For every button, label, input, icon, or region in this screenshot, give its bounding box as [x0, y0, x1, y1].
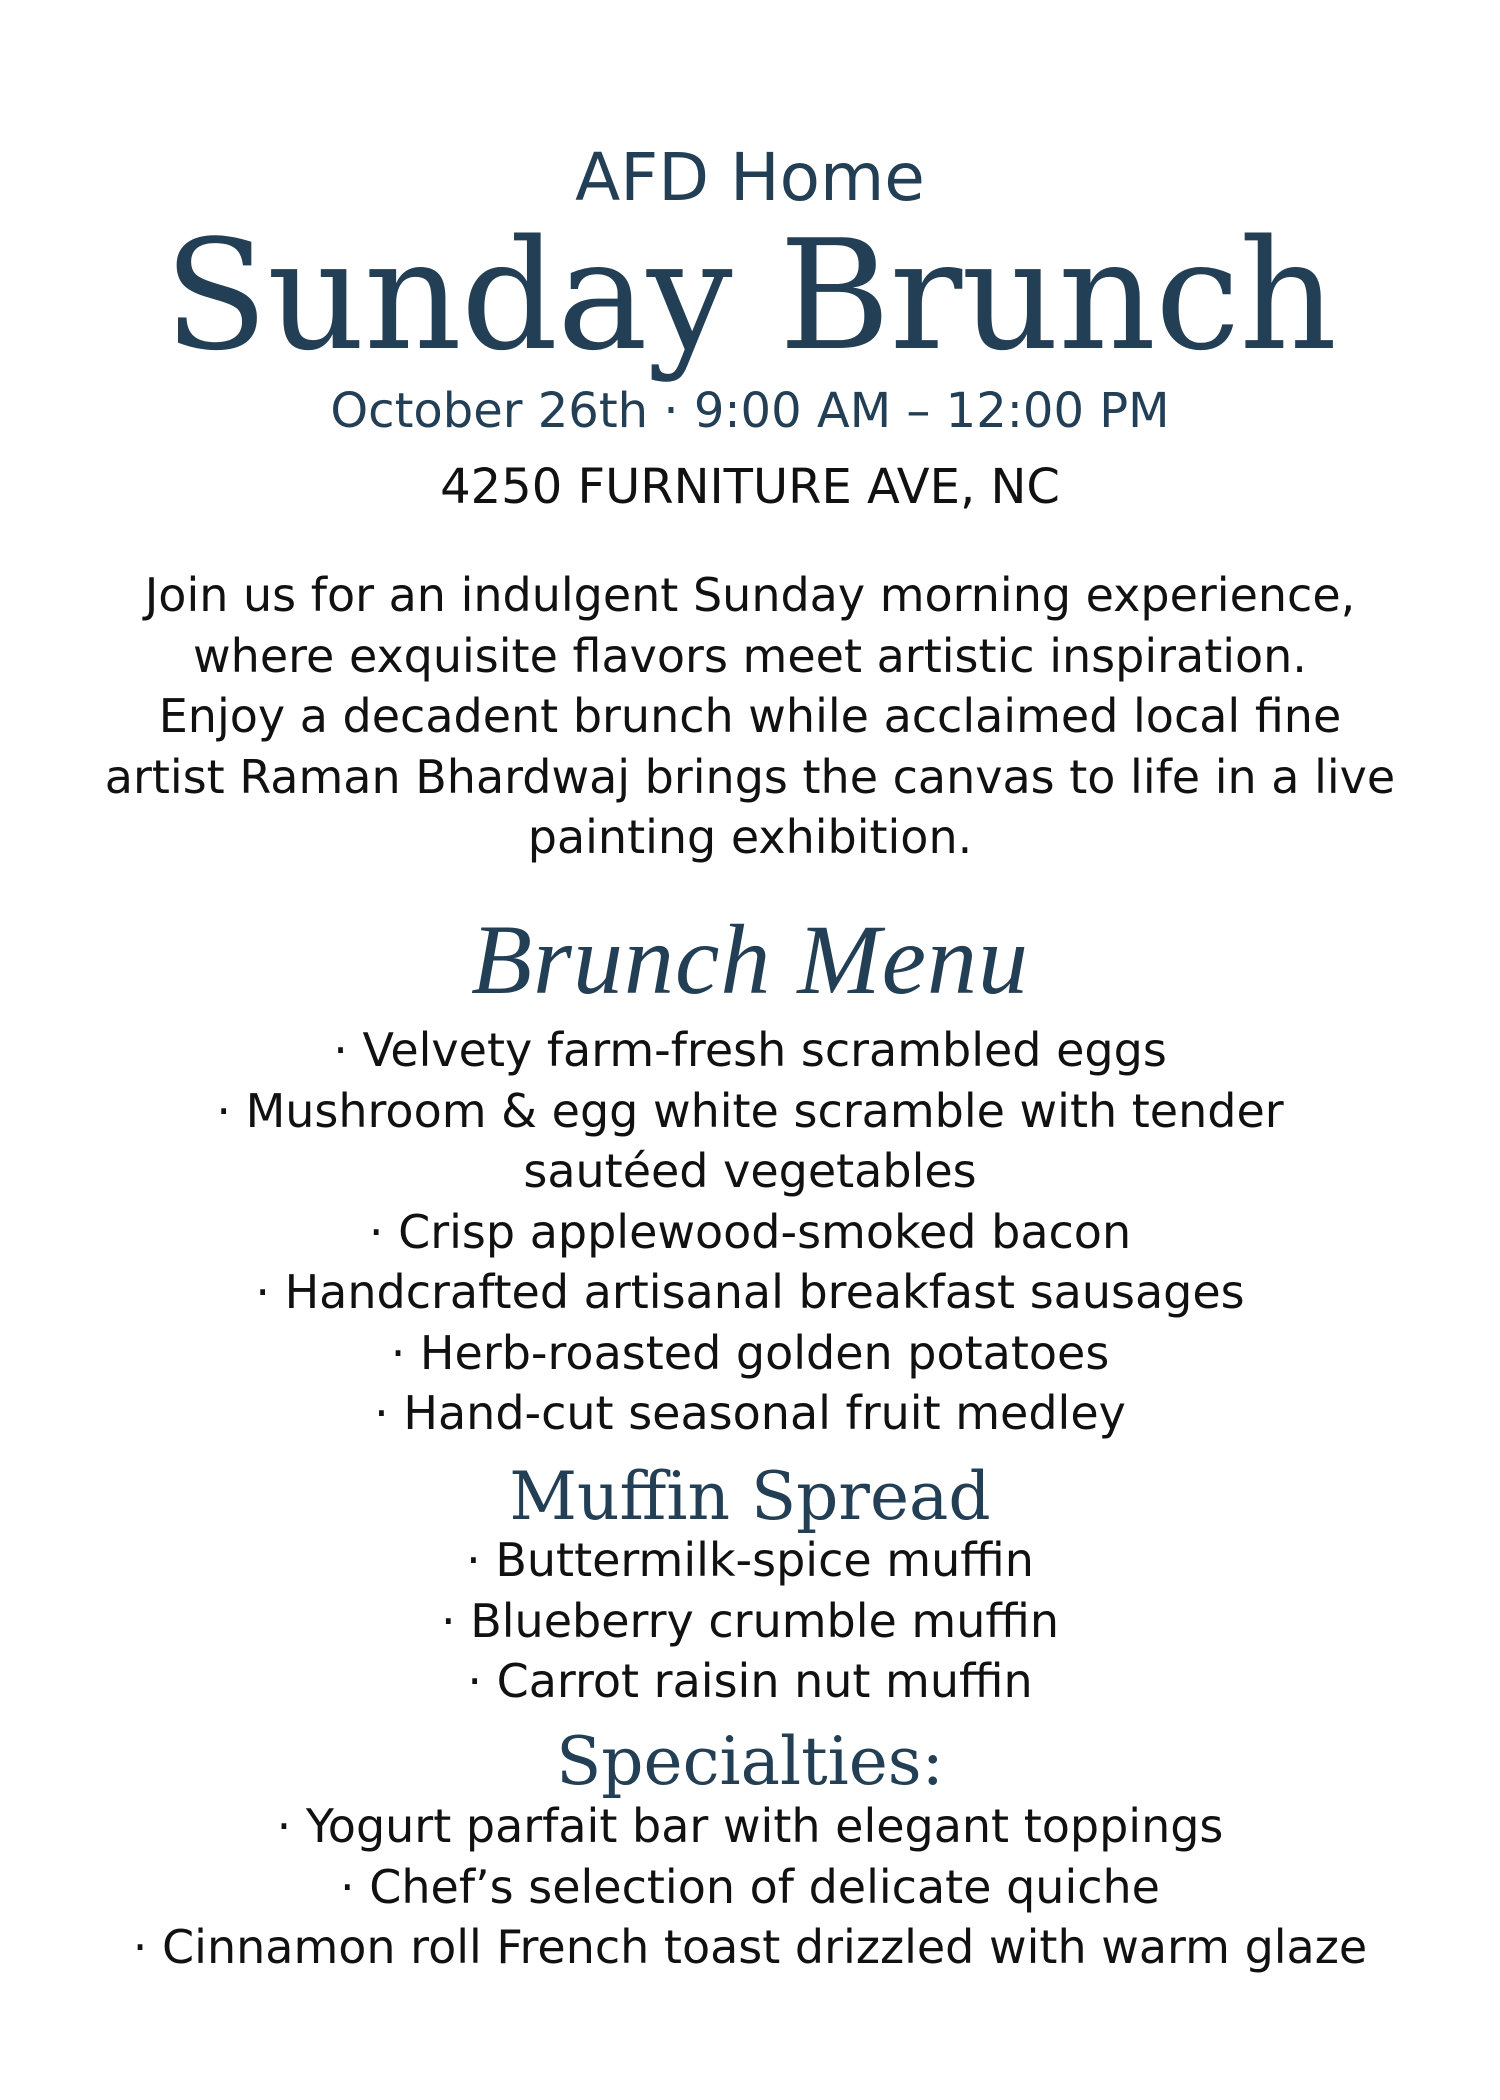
list-item: · Yogurt parfait bar with elegant toppings: [276, 1799, 1224, 1853]
list-item: · Buttermilk-spice muffin: [466, 1533, 1034, 1587]
list-item: · Crisp applewood-smoked bacon: [368, 1204, 1132, 1259]
intro-paragraph: [0, 565, 1500, 868]
specialties-title: Specialties:: [556, 1723, 944, 1800]
intro-line: Enjoy a decadent brunch while acclaimed local fine: [158, 689, 1342, 743]
event-title: Sunday Brunch: [163, 207, 1337, 384]
list-item: · Mushroom & egg white scramble with tender: [216, 1083, 1284, 1138]
list-item: · Blueberry crumble muffin: [440, 1593, 1060, 1648]
list-item: · Velvety farm-fresh scrambled eggs: [333, 1023, 1167, 1077]
list-item: · Herb-roasted golden potatoes: [390, 1325, 1110, 1380]
list-item: · Cinnamon roll French toast drizzled with warm glaze: [132, 1920, 1368, 1974]
intro-line: painting exhibition.: [527, 810, 973, 864]
list-item: sautéed vegetables: [523, 1144, 977, 1198]
intro-line: artist Raman Bhardwaj brings the canvas to life in a live: [104, 749, 1396, 804]
list-item: · Carrot raisin nut muffin: [467, 1654, 1033, 1708]
muffin-list: [0, 1530, 1500, 1712]
intro-line: Join us for an indulgent Sunday morning experience,: [144, 568, 1356, 622]
brand-name: AFD Home: [575, 139, 925, 216]
event-address: 4250 FURNITURE AVE, NC: [440, 459, 1060, 515]
list-item: · Hand-cut seasonal fruit medley: [374, 1386, 1126, 1440]
event-date-time: October 26th · 9:00 AM – 12:00 PM: [330, 383, 1170, 439]
brunch-menu-list: [0, 1020, 1500, 1444]
list-item: · Handcrafted artisanal breakfast sausages: [255, 1265, 1245, 1319]
brunch-menu-title: Brunch Menu: [470, 904, 1030, 1015]
specialties-list: [0, 1796, 1500, 1978]
muffin-spread-title: Muffin Spread: [509, 1458, 991, 1535]
list-item: · Chef’s selection of delicate quiche: [340, 1859, 1160, 1914]
intro-line: where exquisite flavors meet artistic inspiration.: [193, 628, 1307, 683]
